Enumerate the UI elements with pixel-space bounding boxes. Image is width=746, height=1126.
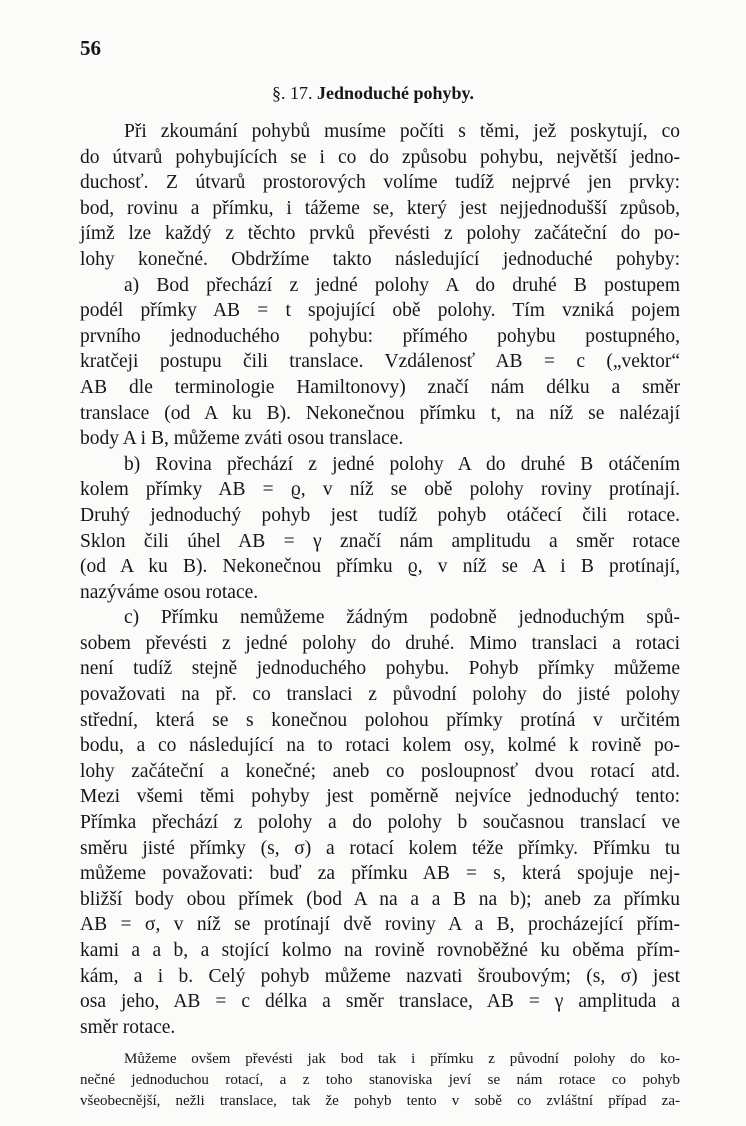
footnote-line: všeobecnější, nežli translace, tak že pohyb tento v sobě co zvláštní případ za- — [80, 1093, 680, 1110]
text-line: můžeme považovati: buď za přímku AB = s, která spojuje nej- — [80, 863, 680, 885]
text-line: kám, a i b. Celý pohyb můžeme nazvati šroubovým; (s, σ) jest — [80, 965, 680, 987]
text-line: kami a a b, a stojící kolmo na rovině rovnoběžné ku oběma přím- — [80, 940, 680, 961]
body-text — [80, 119, 680, 1112]
text-line: bod, rovinu a přímku, i tážeme se, který jest nejjednodušší způsob, — [80, 197, 680, 219]
text-line: (od A ku B). Nekonečnou přímku ϱ, v níž se A i B protínají, — [80, 556, 680, 578]
text-line: směr rotace. — [80, 1016, 176, 1038]
section-title: Jednoduché pohyby. — [316, 83, 475, 103]
text-line: Mezi všemi těmi pohyby jest poměrně nejvíce jednoduchý tento: — [80, 786, 680, 808]
footnote — [80, 1049, 680, 1112]
text-line: bližší body obou přímek (bod A na a a B na b); aneb za přímku — [80, 888, 680, 910]
text-line: a) Bod přechází z jedné polohy A do druhé B postupem — [124, 274, 680, 296]
text-line: kolem přímky AB = ϱ, v níž se obě polohy roviny protínají. — [80, 479, 680, 501]
text-line: není tudíž stejně jednoduchého pohybu. Pohyb přímky můžeme — [80, 658, 680, 680]
text-line: body A i B, můžeme zváti osou translace. — [80, 428, 404, 450]
text-line: b) Rovina přechází z jedné polohy A do druhé B otáčením — [124, 453, 680, 475]
text-line: c) Přímku nemůžeme žádným podobně jednoduchým spů- — [124, 607, 680, 629]
text-line: translace (od A ku B). Nekonečnou přímku t, na níž se nalézají — [80, 402, 680, 424]
text-line: považovati na př. co translaci z původní polohy do jisté polohy — [80, 684, 680, 706]
text-line: bodu, a co následující na to rotaci kolem osy, kolmé k rovině po- — [80, 735, 680, 757]
text-line: prvního jednoduchého pohybu: přímého pohybu postupného, — [80, 325, 680, 347]
footnote-line: Můžeme ovšem převésti jak bod tak i přímku z původní polohy do ko- — [124, 1051, 680, 1068]
text-line: lohy začáteční a konečné; aneb co posloupnosť dvou rotací atd. — [80, 760, 680, 782]
text-line: jímž lze každý z těchto prvků převésti z polohy začáteční do po- — [80, 223, 680, 245]
text-line: Při zkoumání pohybů musíme počíti s těmi, jež poskytují, co — [124, 121, 680, 142]
section-number: §. 17. — [271, 83, 313, 103]
footnote-line: nečné jednoduchou rotací, a z toho stanoviska jeví se nám rotace co pohyb — [80, 1072, 680, 1089]
text-line: Přímka přechází z polohy a do polohy b současnou translací ve — [80, 812, 680, 834]
text-line: AB = σ, v níž se protínají dvě roviny A a B, procházející přím- — [80, 914, 680, 936]
text-line: AB dle terminologie Hamiltonovy) značí nám délku a směr — [80, 376, 680, 398]
text-line: směru jisté přímky (s, σ) a rotací kolem téže přímky. Přímku tu — [80, 837, 680, 859]
text-line: lohy konečné. Obdržíme takto následující jednoduché pohyby: — [80, 248, 680, 270]
text-line: nazýváme osou rotace. — [80, 581, 259, 603]
text-line: osa jeho, AB = c délka a směr translace, AB = γ amplituda a — [80, 991, 680, 1013]
page-number: 56 — [80, 36, 101, 60]
text-line: Sklon čili úhel AB = γ značí nám amplitudu a směr rotace — [80, 530, 680, 552]
text-line: duchosť. Z útvarů prostorových volíme tudíž nejprvé jen prvky: — [80, 172, 680, 194]
section-heading — [0, 83, 746, 104]
text-line: podél přímky AB = t spojující obě polohy. Tím vzniká pojem — [80, 300, 680, 322]
text-line: do útvarů pohybujících se i co do způsobu pohybu, největší jedno- — [80, 146, 680, 168]
text-line: sobem převésti z jedné polohy do druhé. Mimo translaci a rotaci — [80, 632, 680, 654]
text-line: Druhý jednoduchý pohyb jest tudíž pohyb otáčecí čili rotace. — [80, 504, 680, 526]
paragraph-lines — [80, 119, 680, 1040]
text-line: kratčeji postupu čili translace. Vzdálenosť AB = c („vektor“ — [80, 351, 680, 373]
text-line: střední, která se s konečnou polohou přímky protíná v určitém — [80, 709, 680, 731]
